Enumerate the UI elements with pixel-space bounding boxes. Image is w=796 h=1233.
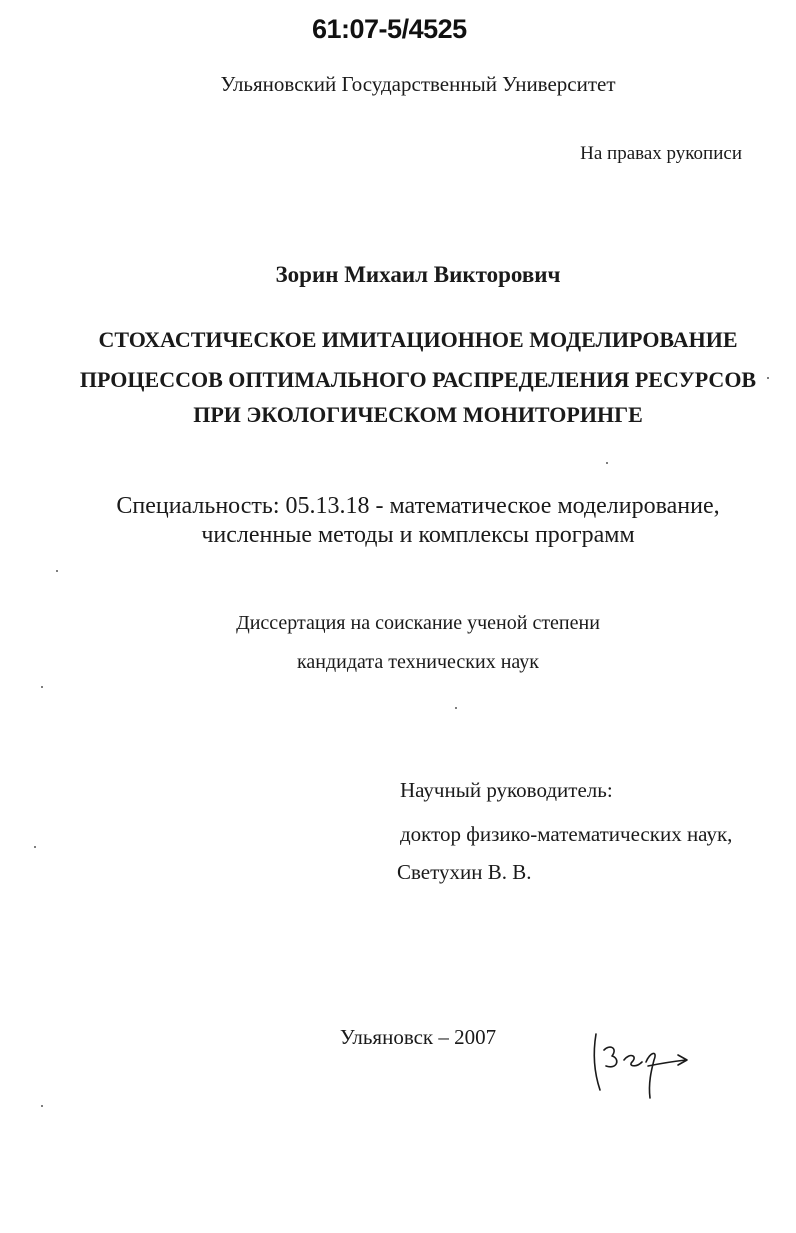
title-line: ПРИ ЭКОЛОГИЧЕСКОМ МОНИТОРИНГЕ: [193, 402, 643, 427]
scan-speck: [767, 377, 769, 379]
scan-speck: [606, 462, 608, 464]
handwritten-signature: [588, 1022, 698, 1112]
title-line: СТОХАСТИЧЕСКОЕ ИМИТАЦИОННОЕ МОДЕЛИРОВАНИЕ: [98, 327, 738, 352]
supervisor-label: Научный руководитель:: [400, 778, 613, 802]
specialty-line: Специальность: 05.13.18 - математическое моделирование,: [116, 493, 720, 519]
author-name: Зорин Михаил Викторович: [275, 262, 561, 287]
specialty-line: численные методы и комплексы программ: [201, 522, 635, 548]
degree-line: Диссертация на соискание ученой степени: [236, 612, 600, 634]
title-line: ПРОЦЕССОВ ОПТИМАЛЬНОГО РАСПРЕДЕЛЕНИЯ РЕСУРСОВ: [79, 367, 757, 392]
supervisor-degree: доктор физико-математических наук,: [400, 822, 733, 846]
university-name: Ульяновский Государственный Университет: [220, 72, 616, 96]
scan-speck: [41, 1105, 43, 1107]
rights-notice: На правах рукописи: [580, 143, 742, 164]
degree-line: кандидата технических наук: [296, 651, 540, 673]
scan-speck: [41, 686, 43, 688]
scan-speck: [34, 846, 36, 848]
scan-speck: [455, 707, 457, 709]
archive-code: 61:07-5/4525: [312, 14, 467, 44]
city-year: Ульяновск – 2007: [339, 1025, 497, 1049]
supervisor-name: Светухин В. В.: [397, 860, 532, 884]
scan-speck: [56, 570, 58, 572]
